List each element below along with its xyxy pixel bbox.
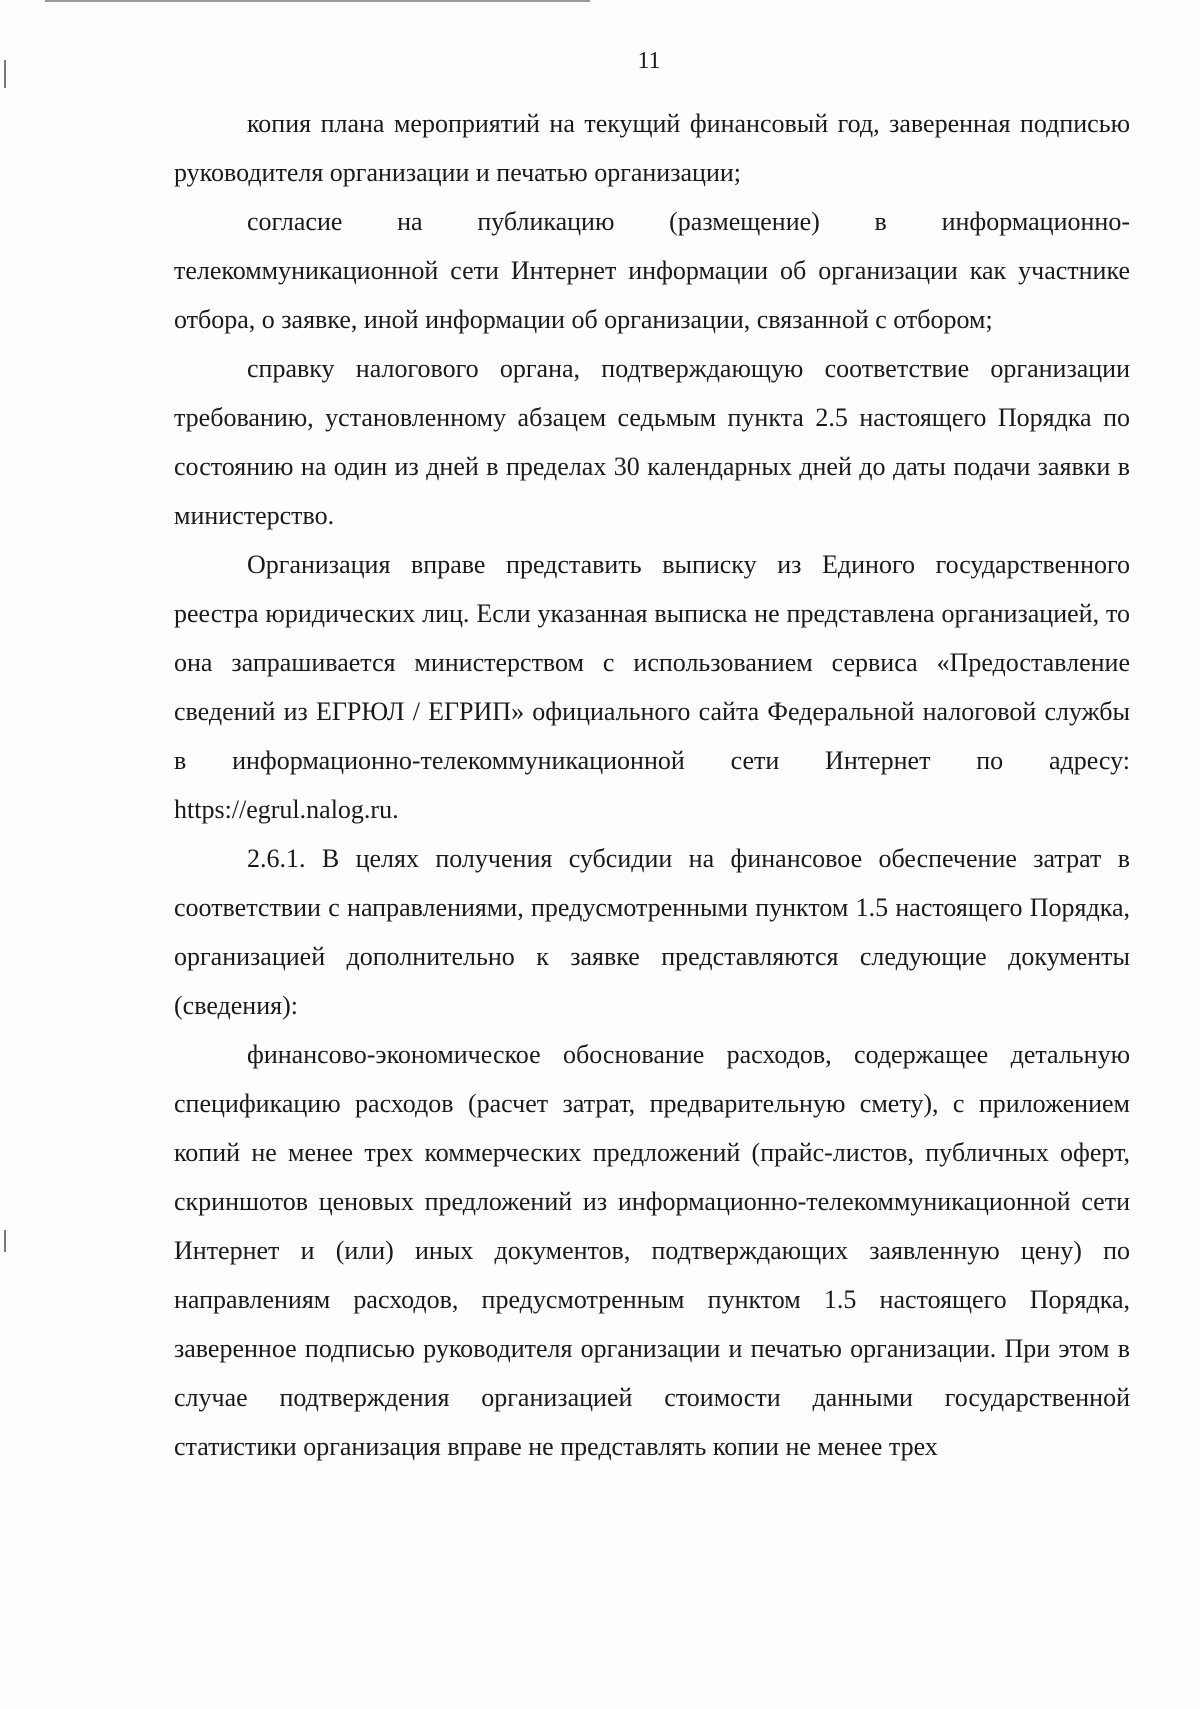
paragraph: 2.6.1. В целях получения субсидии на финансовое обеспечение затрат в соответствии с направлениями, предусмотренными пунктом 1.5 настоящего Порядка, организацией дополнительно к заявке представляются следующие документы (сведения): xyxy=(174,844,1130,1020)
paragraph: Организация вправе представить выписку из Единого государственного реестра юридических лиц. Если указанная выписка не представлена организацией, то она запрашивается министерством с использованием сервиса «Предоставление сведений из ЕГРЮЛ / ЕГРИП» официального сайта Федеральной налоговой службы в информационно-телекоммуникационной сети Интернет по адресу: https://egrul.nalog.ru. xyxy=(174,550,1130,824)
page-number: 11 xyxy=(637,48,661,74)
document-body xyxy=(174,99,1130,1471)
paragraph: справку налогового органа, подтверждающую соответствие организации требованию, установленному абзацем седьмым пункта 2.5 настоящего Порядка по состоянию на один из дней в пределах 30 календарных дней до даты подачи заявки в министерство. xyxy=(174,354,1130,530)
scan-top-edge xyxy=(45,0,590,2)
paragraph: согласие на публикацию (размещение) в информационно-телекоммуникационной сети Интернет информации об организации как участнике отбора, о заявке, иной информации об организации, связанной с отбором; xyxy=(174,207,1130,334)
paragraph: копия плана мероприятий на текущий финансовый год, заверенная подписью руководителя организации и печатью организации; xyxy=(174,109,1130,187)
paragraph: финансово-экономическое обоснование расходов, содержащее детальную спецификацию расходов (расчет затрат, предварительную смету), с приложением копий не менее трех коммерческих предложений (прайс-листов, публичных оферт, скриншотов ценовых предложений из информационно-телекоммуникационной сети Интернет и (или) иных документов, подтверждающих заявленную цену) по направлениям расходов, предусмотренным пунктом 1.5 настоящего Порядка, заверенное подписью руководителя организации и печатью организации. При этом в случае подтверждения организацией стоимости данными государственной статистики организация вправе не представлять копии не менее трех xyxy=(174,1040,1130,1461)
scan-edge-mark xyxy=(4,1230,6,1252)
